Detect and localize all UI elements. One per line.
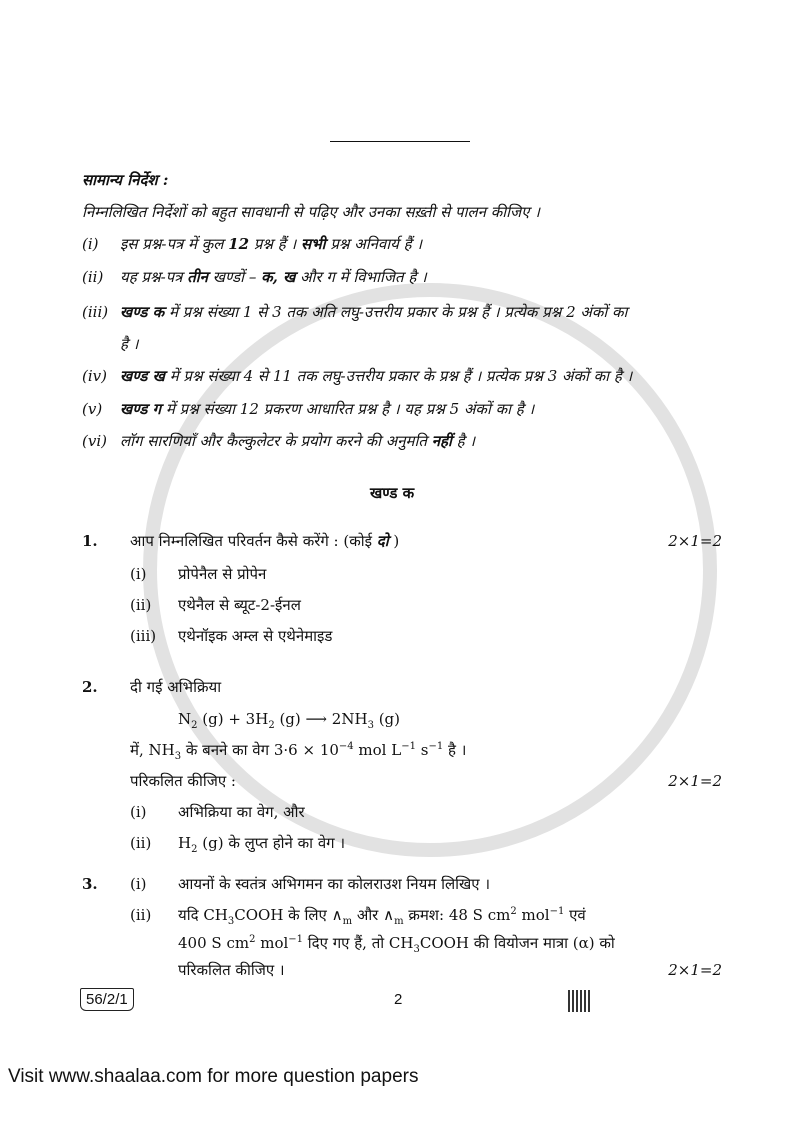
- instruction-part: प्रश्न अनिवार्य हैं ।: [325, 235, 423, 253]
- instruction-text: [120, 267, 427, 287]
- q2-sub-text: $H_2$ (g) के लुप्त होने का वेग ।: [178, 834, 346, 855]
- instruction-part: और ग में विभाजित है ।: [295, 268, 427, 286]
- q3-line3: परिकलित कीजिए ।: [178, 961, 285, 979]
- instruction-part: में प्रश्न संख्या 4 से 11 तक लघु-उत्तरीय प्रकार के प्रश्न हैं । प्रत्येक प्रश्न 3 अंकों का है ।: [164, 367, 633, 385]
- instruction-part: यह प्रश्न-पत्र: [120, 268, 188, 286]
- q3-line2: 400 S $cm^2$ mol$^{-1}$ दिए गए हैं, तो $CH_3COOH$ की वियोजन मात्रा (α) को: [178, 934, 615, 955]
- q1-sub-num: (iii): [130, 627, 157, 645]
- instruction-part: खण्ड ग: [120, 400, 162, 418]
- instruction-continuation: है ।: [120, 335, 139, 353]
- q2-sub-num: (ii): [130, 834, 152, 852]
- instruction-part: क, ख: [261, 268, 296, 286]
- instruction-part: खण्ड क: [120, 303, 165, 321]
- general-heading: सामान्य निर्देश :: [82, 171, 169, 189]
- page-number: 2: [394, 991, 403, 1008]
- q3-sub-text: आयनों के स्वतंत्र अभिगमन का कोलराउश नियम लिखिए ।: [178, 875, 491, 893]
- qr-code-icon: [568, 990, 590, 1012]
- q3-part: COOH की वियोजन मात्रा (α) को: [419, 934, 615, 952]
- top-rule: [330, 141, 470, 142]
- q1-sub-text: एथेनैल से ब्यूट-2-ईनल: [178, 596, 301, 614]
- q3-sub-num: (i): [130, 875, 147, 893]
- instruction-number: (v): [82, 400, 103, 418]
- paper-code: 56/2/1: [80, 988, 134, 1011]
- general-intro: निम्नलिखित निर्देशों को बहुत सावधानी से पढ़िए और उनका सख़्ती से पालन कीजिए ।: [82, 203, 540, 221]
- q1-text-bold: दो: [376, 532, 389, 550]
- q1-text-part: आप निम्नलिखित परिवर्तन कैसे करेंगे : (कोई: [130, 532, 377, 550]
- instruction-part: खण्ड ख: [120, 367, 165, 385]
- q3-line1: यदि $CH_3COOH$ के लिए $\wedge_m$ और $\wedge_m$ क्रमश: 48 S $cm^2$ mol$^{-1}$ एवं: [178, 906, 586, 927]
- instruction-text: [120, 234, 422, 254]
- instruction-part: खण्डों –: [207, 268, 262, 286]
- instruction-part: इस प्रश्न-पत्र में कुल: [120, 235, 229, 253]
- q2-text: दी गई अभिक्रिया: [130, 678, 222, 696]
- instruction-number: (iii): [82, 303, 109, 321]
- q3-part: mol: [516, 906, 550, 924]
- q3-part: mol: [255, 934, 289, 952]
- q1-text: [130, 531, 399, 551]
- q1-text-close: ): [388, 532, 400, 550]
- q2-sub-text-part: के लुप्त होने का वेग ।: [223, 834, 346, 852]
- q1-marks: 2×1=2: [668, 532, 722, 550]
- q1-sub-text: प्रोपेनैल से प्रोपेन: [178, 565, 267, 583]
- instruction-part: नहीं: [431, 432, 452, 450]
- instruction-part: में प्रश्न संख्या 12 प्रकरण आधारित प्रश्न है । यह प्रश्न 5 अंकों का है ।: [161, 400, 535, 418]
- q1-sub-num: (i): [130, 565, 147, 583]
- instruction-part: तीन: [187, 268, 208, 286]
- q2-calc: परिकलित कीजिए :: [130, 772, 236, 790]
- instruction-part: सभी: [301, 235, 326, 253]
- q3-part: और ∧: [352, 906, 395, 924]
- q2-equation: $N_2$ $(g) + 3H_2$ (g) ⟶ $2NH_3$ (g): [178, 710, 401, 731]
- q3-marks: 2×1=2: [668, 961, 722, 979]
- q2-rate-part: के बनने का वेग 3·6 × 10: [181, 741, 339, 759]
- instruction-text: [120, 431, 475, 451]
- instruction-number: (vi): [82, 432, 107, 450]
- section-heading: खण्ड क: [370, 484, 415, 502]
- instruction-part: लॉग सारणियाँ और कैल्कुलेटर के प्रयोग करने की अनुमति: [120, 432, 432, 450]
- q3-part: क्रमश: 48 S cm: [403, 906, 511, 924]
- q2-marks: 2×1=2: [668, 772, 722, 790]
- q2-sub-num: (i): [130, 803, 147, 821]
- q3-sub-num: (ii): [130, 906, 152, 924]
- q1-sub-text: एथेनॉइक अम्ल से एथेनेमाइड: [178, 627, 333, 645]
- q2-sub-text: अभिक्रिया का वेग, और: [178, 803, 305, 821]
- instruction-text: [120, 366, 632, 386]
- q3-part: एवं: [564, 906, 586, 924]
- instruction-text: [120, 399, 534, 419]
- q3-part: 400 S cm: [178, 934, 250, 952]
- instruction-part: 12: [228, 235, 250, 253]
- q2-rate: में, $NH_3$ के बनने का वेग $3\cdot 6 \times 10^{-4}$ mol $L^{-1}$ $s^{-1}$ है ।: [130, 741, 467, 762]
- q2-rate-part: है ।: [443, 741, 467, 759]
- q2-rate-part: में, NH: [130, 741, 175, 759]
- instruction-number: (ii): [82, 268, 104, 286]
- instruction-part: प्रश्न हैं ।: [249, 235, 301, 253]
- instruction-part: में प्रश्न संख्या 1 से 3 तक अति लघु-उत्तरीय प्रकार के प्रश्न हैं । प्रत्येक प्रश्न 2 अंकों का: [164, 303, 628, 321]
- q3-part: यदि CH: [178, 906, 228, 924]
- instruction-part: है ।: [451, 432, 476, 450]
- q2-number: 2.: [82, 678, 98, 696]
- q3-part: दिए गए हैं, तो CH: [303, 934, 414, 952]
- q3-part: COOH के लिए ∧: [234, 906, 343, 924]
- instruction-text: [120, 302, 627, 322]
- q1-number: 1.: [82, 532, 98, 550]
- q1-sub-num: (ii): [130, 596, 152, 614]
- instruction-number: (iv): [82, 367, 107, 385]
- visit-footer: Visit www.shaalaa.com for more question papers: [8, 1066, 419, 1087]
- instruction-number: (i): [82, 235, 99, 253]
- q3-number: 3.: [82, 875, 98, 893]
